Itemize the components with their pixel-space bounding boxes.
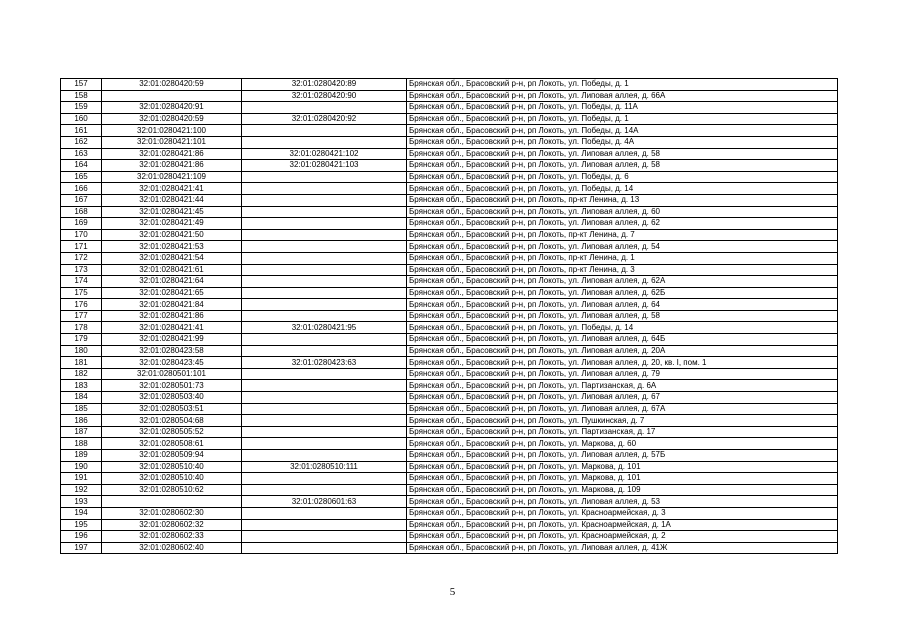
cadastral-number-cell: 32:01:0280602:32 bbox=[102, 519, 242, 531]
related-cadastral-number-cell bbox=[242, 229, 407, 241]
address-cell: Брянская обл., Брасовский р-н, рп Локоть, ул. Победы, д. 1 bbox=[407, 79, 838, 91]
row-number-cell: 164 bbox=[61, 160, 102, 172]
table-row bbox=[61, 357, 838, 369]
table-row bbox=[61, 264, 838, 276]
address-cell: Брянская обл., Брасовский р-н, рп Локоть, ул. Липовая аллея, д. 67 bbox=[407, 392, 838, 404]
row-number-cell: 168 bbox=[61, 206, 102, 218]
related-cadastral-number-cell bbox=[242, 206, 407, 218]
related-cadastral-number-cell bbox=[242, 252, 407, 264]
cadastral-number-cell bbox=[102, 496, 242, 508]
cadastral-number-cell: 32:01:0280421:61 bbox=[102, 264, 242, 276]
table-row bbox=[61, 102, 838, 114]
page-number: 5 bbox=[449, 586, 456, 598]
address-cell: Брянская обл., Брасовский р-н, рп Локоть, ул. Липовая аллея, д. 60 bbox=[407, 206, 838, 218]
row-number-cell: 192 bbox=[61, 484, 102, 496]
row-number-cell: 195 bbox=[61, 519, 102, 531]
related-cadastral-number-cell: 32:01:0280423:63 bbox=[242, 357, 407, 369]
row-number-cell: 172 bbox=[61, 252, 102, 264]
address-cell: Брянская обл., Брасовский р-н, рп Локоть, ул. Партизанская, д. 6А bbox=[407, 380, 838, 392]
cadastral-number-cell: 32:01:0280501:101 bbox=[102, 368, 242, 380]
row-number-cell: 167 bbox=[61, 194, 102, 206]
table-row bbox=[61, 531, 838, 543]
cadastral-number-cell: 32:01:0280509:94 bbox=[102, 450, 242, 462]
address-cell: Брянская обл., Брасовский р-н, рп Локоть, ул. Липовая аллея, д. 62 bbox=[407, 218, 838, 230]
table-row bbox=[61, 334, 838, 346]
address-cell: Брянская обл., Брасовский р-н, рп Локоть, ул. Красноармейская, д. 3 bbox=[407, 507, 838, 519]
address-cell: Брянская обл., Брасовский р-н, рп Локоть, ул. Липовая аллея, д. 41Ж bbox=[407, 542, 838, 554]
table-row bbox=[61, 507, 838, 519]
table-row bbox=[61, 392, 838, 404]
cadastral-number-cell: 32:01:0280421:45 bbox=[102, 206, 242, 218]
row-number-cell: 165 bbox=[61, 171, 102, 183]
related-cadastral-number-cell bbox=[242, 519, 407, 531]
address-cell: Брянская обл., Брасовский р-н, рп Локоть, ул. Победы, д. 1 bbox=[407, 113, 838, 125]
cadastral-number-cell: 32:01:0280421:86 bbox=[102, 148, 242, 160]
related-cadastral-number-cell bbox=[242, 334, 407, 346]
row-number-cell: 163 bbox=[61, 148, 102, 160]
table-row bbox=[61, 415, 838, 427]
cadastral-number-cell: 32:01:0280421:53 bbox=[102, 241, 242, 253]
cadastral-number-cell: 32:01:0280421:109 bbox=[102, 171, 242, 183]
related-cadastral-number-cell bbox=[242, 310, 407, 322]
row-number-cell: 180 bbox=[61, 345, 102, 357]
related-cadastral-number-cell: 32:01:0280601:63 bbox=[242, 496, 407, 508]
related-cadastral-number-cell bbox=[242, 403, 407, 415]
cadastral-number-cell: 32:01:0280421:41 bbox=[102, 183, 242, 195]
cadastral-number-cell: 32:01:0280510:62 bbox=[102, 484, 242, 496]
cadastral-number-cell: 32:01:0280421:86 bbox=[102, 310, 242, 322]
table-row bbox=[61, 136, 838, 148]
row-number-cell: 175 bbox=[61, 287, 102, 299]
table-row bbox=[61, 519, 838, 531]
cadastral-number-cell: 32:01:0280420:91 bbox=[102, 102, 242, 114]
row-number-cell: 158 bbox=[61, 90, 102, 102]
cadastral-number-cell: 32:01:0280421:41 bbox=[102, 322, 242, 334]
table-row bbox=[61, 148, 838, 160]
related-cadastral-number-cell bbox=[242, 392, 407, 404]
cadastral-number-cell: 32:01:0280508:61 bbox=[102, 438, 242, 450]
address-cell: Брянская обл., Брасовский р-н, рп Локоть, ул. Маркова, д. 101 bbox=[407, 461, 838, 473]
cadastral-number-cell: 32:01:0280501:73 bbox=[102, 380, 242, 392]
table-row bbox=[61, 380, 838, 392]
address-cell: Брянская обл., Брасовский р-н, рп Локоть, ул. Победы, д. 4А bbox=[407, 136, 838, 148]
cadastral-number-cell: 32:01:0280602:40 bbox=[102, 542, 242, 554]
address-cell: Брянская обл., Брасовский р-н, рп Локоть, ул. Липовая аллея, д. 57Б bbox=[407, 450, 838, 462]
row-number-cell: 178 bbox=[61, 322, 102, 334]
table-row bbox=[61, 542, 838, 554]
row-number-cell: 177 bbox=[61, 310, 102, 322]
row-number-cell: 159 bbox=[61, 102, 102, 114]
cadastral-number-cell: 32:01:0280421:49 bbox=[102, 218, 242, 230]
related-cadastral-number-cell: 32:01:0280420:89 bbox=[242, 79, 407, 91]
related-cadastral-number-cell bbox=[242, 438, 407, 450]
cadastral-number-cell: 32:01:0280420:59 bbox=[102, 79, 242, 91]
row-number-cell: 186 bbox=[61, 415, 102, 427]
table-row bbox=[61, 496, 838, 508]
address-cell: Брянская обл., Брасовский р-н, рп Локоть, ул. Победы, д. 14А bbox=[407, 125, 838, 137]
row-number-cell: 181 bbox=[61, 357, 102, 369]
row-number-cell: 170 bbox=[61, 229, 102, 241]
row-number-cell: 171 bbox=[61, 241, 102, 253]
cadastral-number-cell: 32:01:0280505:52 bbox=[102, 426, 242, 438]
related-cadastral-number-cell bbox=[242, 484, 407, 496]
row-number-cell: 176 bbox=[61, 299, 102, 311]
address-cell: Брянская обл., Брасовский р-н, рп Локоть, ул. Липовая аллея, д. 58 bbox=[407, 310, 838, 322]
related-cadastral-number-cell bbox=[242, 171, 407, 183]
row-number-cell: 160 bbox=[61, 113, 102, 125]
related-cadastral-number-cell bbox=[242, 183, 407, 195]
row-number-cell: 193 bbox=[61, 496, 102, 508]
cadastral-number-cell: 32:01:0280421:84 bbox=[102, 299, 242, 311]
table-row bbox=[61, 79, 838, 91]
table-row bbox=[61, 345, 838, 357]
table-row bbox=[61, 426, 838, 438]
row-number-cell: 174 bbox=[61, 276, 102, 288]
cadastral-number-cell: 32:01:0280504:68 bbox=[102, 415, 242, 427]
cadastral-number-cell: 32:01:0280421:64 bbox=[102, 276, 242, 288]
table-row bbox=[61, 194, 838, 206]
cadastral-number-cell: 32:01:0280510:40 bbox=[102, 473, 242, 485]
related-cadastral-number-cell bbox=[242, 426, 407, 438]
address-cell: Брянская обл., Брасовский р-н, рп Локоть, ул. Победы, д. 6 bbox=[407, 171, 838, 183]
cadastral-number-cell: 32:01:0280421:99 bbox=[102, 334, 242, 346]
row-number-cell: 182 bbox=[61, 368, 102, 380]
related-cadastral-number-cell bbox=[242, 415, 407, 427]
address-cell: Брянская обл., Брасовский р-н, рп Локоть, ул. Липовая аллея, д. 58 bbox=[407, 148, 838, 160]
row-number-cell: 191 bbox=[61, 473, 102, 485]
address-cell: Брянская обл., Брасовский р-н, рп Локоть, пр-кт Ленина, д. 3 bbox=[407, 264, 838, 276]
table-row bbox=[61, 310, 838, 322]
row-number-cell: 183 bbox=[61, 380, 102, 392]
related-cadastral-number-cell bbox=[242, 287, 407, 299]
related-cadastral-number-cell bbox=[242, 299, 407, 311]
row-number-cell: 166 bbox=[61, 183, 102, 195]
row-number-cell: 161 bbox=[61, 125, 102, 137]
address-cell: Брянская обл., Брасовский р-н, рп Локоть, ул. Красноармейская, д. 1А bbox=[407, 519, 838, 531]
address-cell: Брянская обл., Брасовский р-н, рп Локоть, пр-кт Ленина, д. 13 bbox=[407, 194, 838, 206]
table-row bbox=[61, 473, 838, 485]
related-cadastral-number-cell: 32:01:0280421:102 bbox=[242, 148, 407, 160]
cadastral-number-cell: 32:01:0280423:58 bbox=[102, 345, 242, 357]
table-row bbox=[61, 461, 838, 473]
address-cell: Брянская обл., Брасовский р-н, рп Локоть, ул. Липовая аллея, д. 20А bbox=[407, 345, 838, 357]
table-row bbox=[61, 160, 838, 172]
table-row bbox=[61, 299, 838, 311]
address-cell: Брянская обл., Брасовский р-н, рп Локоть, ул. Победы, д. 14 bbox=[407, 183, 838, 195]
table-row bbox=[61, 403, 838, 415]
table-row bbox=[61, 368, 838, 380]
related-cadastral-number-cell bbox=[242, 380, 407, 392]
table-row bbox=[61, 206, 838, 218]
related-cadastral-number-cell: 32:01:0280420:92 bbox=[242, 113, 407, 125]
related-cadastral-number-cell bbox=[242, 368, 407, 380]
address-cell: Брянская обл., Брасовский р-н, рп Локоть, ул. Липовая аллея, д. 66А bbox=[407, 90, 838, 102]
address-cell: Брянская обл., Брасовский р-н, рп Локоть, пр-кт Ленина, д. 1 bbox=[407, 252, 838, 264]
cadastral-number-cell: 32:01:0280421:65 bbox=[102, 287, 242, 299]
address-cell: Брянская обл., Брасовский р-н, рп Локоть, ул. Липовая аллея, д. 53 bbox=[407, 496, 838, 508]
table-row bbox=[61, 229, 838, 241]
cadastral-number-cell: 32:01:0280423:45 bbox=[102, 357, 242, 369]
address-cell: Брянская обл., Брасовский р-н, рп Локоть, ул. Липовая аллея, д. 62Б bbox=[407, 287, 838, 299]
table-row bbox=[61, 183, 838, 195]
cadastral-number-cell: 32:01:0280421:100 bbox=[102, 125, 242, 137]
cadastral-number-cell: 32:01:0280503:51 bbox=[102, 403, 242, 415]
table-row bbox=[61, 287, 838, 299]
address-cell: Брянская обл., Брасовский р-н, рп Локоть, ул. Липовая аллея, д. 54 bbox=[407, 241, 838, 253]
address-cell: Брянская обл., Брасовский р-н, рп Локоть, ул. Пушкинская, д. 7 bbox=[407, 415, 838, 427]
related-cadastral-number-cell: 32:01:0280420:90 bbox=[242, 90, 407, 102]
cadastral-number-cell: 32:01:0280503:40 bbox=[102, 392, 242, 404]
table-row bbox=[61, 218, 838, 230]
related-cadastral-number-cell bbox=[242, 125, 407, 137]
table-row bbox=[61, 322, 838, 334]
address-cell: Брянская обл., Брасовский р-н, рп Локоть, ул. Липовая аллея, д. 58 bbox=[407, 160, 838, 172]
cadastral-number-cell: 32:01:0280421:50 bbox=[102, 229, 242, 241]
address-cell: Брянская обл., Брасовский р-н, рп Локоть, ул. Липовая аллея, д. 67А bbox=[407, 403, 838, 415]
related-cadastral-number-cell bbox=[242, 542, 407, 554]
related-cadastral-number-cell bbox=[242, 136, 407, 148]
table-body bbox=[61, 79, 838, 554]
address-cell: Брянская обл., Брасовский р-н, рп Локоть, пр-кт Ленина, д. 7 bbox=[407, 229, 838, 241]
row-number-cell: 179 bbox=[61, 334, 102, 346]
cadastral-number-cell: 32:01:0280421:86 bbox=[102, 160, 242, 172]
related-cadastral-number-cell bbox=[242, 264, 407, 276]
table-row bbox=[61, 450, 838, 462]
address-cell: Брянская обл., Брасовский р-н, рп Локоть, ул. Маркова, д. 109 bbox=[407, 484, 838, 496]
table-row bbox=[61, 276, 838, 288]
row-number-cell: 189 bbox=[61, 450, 102, 462]
related-cadastral-number-cell: 32:01:0280510:111 bbox=[242, 461, 407, 473]
row-number-cell: 169 bbox=[61, 218, 102, 230]
related-cadastral-number-cell: 32:01:0280421:103 bbox=[242, 160, 407, 172]
address-cell: Брянская обл., Брасовский р-н, рп Локоть, ул. Липовая аллея, д. 20, кв. I, пом. 1 bbox=[407, 357, 838, 369]
related-cadastral-number-cell bbox=[242, 450, 407, 462]
table-row bbox=[61, 90, 838, 102]
cadastral-number-cell: 32:01:0280602:30 bbox=[102, 507, 242, 519]
address-cell: Брянская обл., Брасовский р-н, рп Локоть, ул. Партизанская, д. 17 bbox=[407, 426, 838, 438]
related-cadastral-number-cell bbox=[242, 194, 407, 206]
cadastral-number-cell: 32:01:0280602:33 bbox=[102, 531, 242, 543]
cadastral-number-cell: 32:01:0280421:54 bbox=[102, 252, 242, 264]
address-cell: Брянская обл., Брасовский р-н, рп Локоть, ул. Красноармейская, д. 2 bbox=[407, 531, 838, 543]
related-cadastral-number-cell bbox=[242, 473, 407, 485]
row-number-cell: 157 bbox=[61, 79, 102, 91]
address-cell: Брянская обл., Брасовский р-н, рп Локоть, ул. Победы, д. 11А bbox=[407, 102, 838, 114]
related-cadastral-number-cell bbox=[242, 276, 407, 288]
row-number-cell: 197 bbox=[61, 542, 102, 554]
related-cadastral-number-cell bbox=[242, 102, 407, 114]
cadastral-number-cell: 32:01:0280420:59 bbox=[102, 113, 242, 125]
row-number-cell: 185 bbox=[61, 403, 102, 415]
related-cadastral-number-cell bbox=[242, 218, 407, 230]
cadastral-number-cell: 32:01:0280510:40 bbox=[102, 461, 242, 473]
cadastral-number-cell: 32:01:0280421:44 bbox=[102, 194, 242, 206]
address-cell: Брянская обл., Брасовский р-н, рп Локоть, ул. Маркова, д. 60 bbox=[407, 438, 838, 450]
cadastral-number-cell: 32:01:0280421:101 bbox=[102, 136, 242, 148]
row-number-cell: 184 bbox=[61, 392, 102, 404]
row-number-cell: 162 bbox=[61, 136, 102, 148]
table-row bbox=[61, 241, 838, 253]
row-number-cell: 194 bbox=[61, 507, 102, 519]
address-cell: Брянская обл., Брасовский р-н, рп Локоть, ул. Маркова, д. 101 bbox=[407, 473, 838, 485]
table-row bbox=[61, 252, 838, 264]
row-number-cell: 188 bbox=[61, 438, 102, 450]
address-cell: Брянская обл., Брасовский р-н, рп Локоть, ул. Победы, д. 14 bbox=[407, 322, 838, 334]
cadastral-number-cell bbox=[102, 90, 242, 102]
related-cadastral-number-cell bbox=[242, 345, 407, 357]
table-row bbox=[61, 125, 838, 137]
row-number-cell: 187 bbox=[61, 426, 102, 438]
row-number-cell: 196 bbox=[61, 531, 102, 543]
address-cell: Брянская обл., Брасовский р-н, рп Локоть, ул. Липовая аллея, д. 64 bbox=[407, 299, 838, 311]
address-cell: Брянская обл., Брасовский р-н, рп Локоть, ул. Липовая аллея, д. 79 bbox=[407, 368, 838, 380]
related-cadastral-number-cell: 32:01:0280421:95 bbox=[242, 322, 407, 334]
row-number-cell: 173 bbox=[61, 264, 102, 276]
related-cadastral-number-cell bbox=[242, 531, 407, 543]
table-row bbox=[61, 171, 838, 183]
table-row bbox=[61, 113, 838, 125]
related-cadastral-number-cell bbox=[242, 507, 407, 519]
address-cell: Брянская обл., Брасовский р-н, рп Локоть, ул. Липовая аллея, д. 62А bbox=[407, 276, 838, 288]
address-cell: Брянская обл., Брасовский р-н, рп Локоть, ул. Липовая аллея, д. 64Б bbox=[407, 334, 838, 346]
table-row bbox=[61, 438, 838, 450]
related-cadastral-number-cell bbox=[242, 241, 407, 253]
table-row bbox=[61, 484, 838, 496]
property-table bbox=[60, 78, 838, 554]
row-number-cell: 190 bbox=[61, 461, 102, 473]
